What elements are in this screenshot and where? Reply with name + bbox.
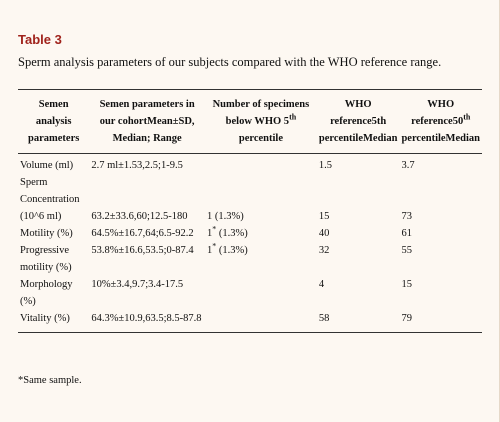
cell-below-value: 1 — [206, 245, 213, 256]
table-row — [18, 225, 482, 242]
cell-who5 — [317, 174, 400, 208]
table-row — [18, 276, 482, 310]
cell-below-tail: (1.3%) — [216, 245, 248, 256]
cell-below — [205, 154, 317, 175]
table-row — [18, 242, 482, 276]
header-semen-parameters: Semen analysis parameters — [28, 99, 80, 144]
table-label: Table 3 — [18, 32, 62, 47]
cell-cohort: 10%±3.4,9.7;3.4-17.5 — [91, 279, 184, 290]
cell-cohort: 2.7 ml±1.53,2.5;1-9.5 — [91, 160, 183, 171]
header-who-5th-line3: percentileMedian — [318, 133, 398, 144]
header-who-50th-sup: th — [463, 112, 471, 122]
cell-who5: 15 — [318, 211, 330, 222]
header-below-who-sup: th — [289, 112, 297, 122]
table-header-row — [18, 90, 482, 154]
cell-who50: 73 — [401, 211, 412, 222]
header-below-who-tail: percentile — [238, 133, 283, 144]
cell-below-tail: (1.3%) — [216, 228, 248, 239]
cell-who50: 79 — [401, 313, 412, 324]
cell-below — [205, 225, 317, 242]
cell-param: Volume (ml) — [20, 160, 74, 171]
cell-below-value: 1 — [206, 228, 213, 239]
cell-who5: 58 — [318, 313, 330, 324]
header-who-5th — [317, 90, 400, 154]
cell-param: Morphology (%) — [20, 279, 73, 307]
cell-below — [205, 242, 317, 276]
cell-who50: 3.7 — [401, 160, 415, 171]
cell-cohort: 64.5%±16.7,64;6.5-92.2 — [91, 228, 194, 239]
header-below-who — [205, 90, 317, 154]
cell-cohort — [89, 174, 205, 208]
cell-param: Vitality (%) — [20, 313, 70, 324]
table-footnote: *Same sample. — [18, 375, 82, 386]
header-who-50th-line2 — [401, 113, 480, 130]
header-cohort-values: Semen parameters in our cohortMean±SD, Median; Range — [99, 99, 195, 144]
sperm-analysis-table — [18, 89, 482, 333]
cell-param: Progressive motility (%) — [20, 245, 72, 273]
table-row — [18, 310, 482, 333]
cell-cohort: 64.3%±10.9,63.5;8.5-87.8 — [91, 313, 202, 324]
table-row — [18, 174, 482, 208]
cell-who50 — [399, 174, 482, 208]
cell-below-sup: * — [212, 241, 217, 251]
cell-below — [205, 310, 317, 333]
header-who-50th-line2-text: reference50 — [411, 116, 464, 127]
header-who-5th-line1: WHO — [344, 99, 372, 110]
cell-below — [205, 174, 317, 208]
cell-param: Sperm Concentration — [20, 177, 80, 205]
cell-who5: 40 — [318, 228, 330, 239]
cell-below-sup: * — [212, 224, 217, 234]
cell-who50: 61 — [401, 228, 412, 239]
cell-param: Motility (%) — [20, 228, 73, 239]
cell-who5: 32 — [318, 245, 330, 256]
cell-param: (10^6 ml) — [20, 211, 62, 222]
table-caption: Sperm analysis parameters of our subjects compared with the WHO reference range. — [18, 55, 442, 69]
table-row — [18, 208, 482, 225]
header-who-5th-line2: reference5th — [330, 116, 387, 127]
header-below-who-text: Number of specimens below WHO 5 — [212, 99, 310, 127]
header-who-50th-line1: WHO — [427, 99, 455, 110]
cell-cohort: 63.2±33.6,60;12.5-180 — [91, 211, 188, 222]
header-who-50th-line3: percentileMedian — [401, 133, 480, 144]
cell-who5: 4 — [318, 279, 325, 290]
cell-who50: 55 — [401, 245, 412, 256]
cell-below — [205, 208, 317, 225]
table-row — [18, 154, 482, 175]
cell-below-value: 1 (1.3%) — [206, 211, 244, 222]
cell-who50: 15 — [401, 279, 412, 290]
cell-below — [205, 276, 317, 310]
header-who-50th — [399, 90, 482, 154]
cell-who5: 1.5 — [318, 160, 333, 171]
cell-cohort: 53.8%±16.6,53.5;0-87.4 — [91, 245, 194, 256]
